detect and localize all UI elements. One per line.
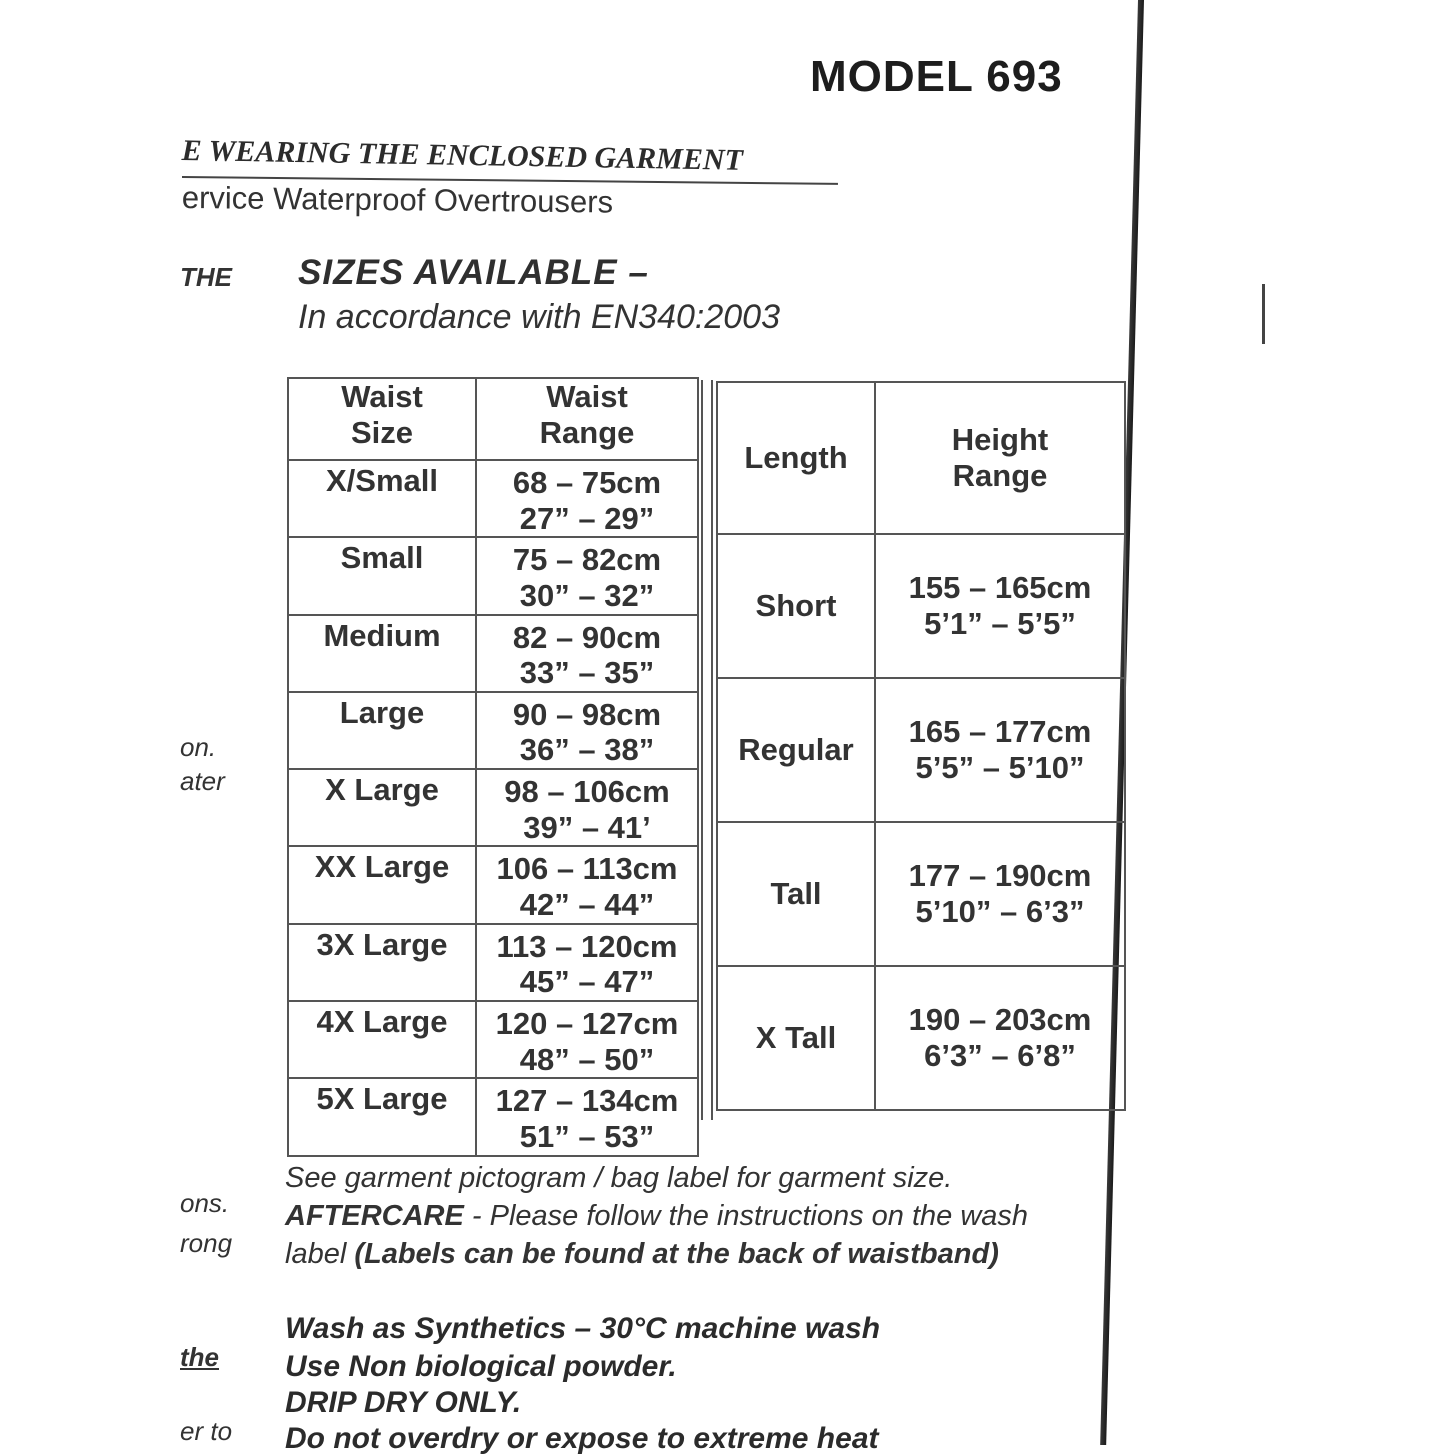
range-in: 51” – 53”: [519, 1118, 655, 1154]
range-cm: 106 – 113cm: [496, 851, 678, 887]
table-row: [288, 615, 698, 692]
waist-size-cell: 3X Large: [288, 924, 476, 1001]
waist-range-header: [476, 378, 698, 460]
waist-table-header: [288, 378, 698, 460]
waist-range-cell: [476, 1078, 698, 1155]
table-row: [288, 692, 698, 769]
range-cm: 155 – 165cm: [908, 570, 1092, 606]
length-cell: Tall: [717, 822, 875, 966]
range-in: 45” – 47”: [519, 964, 655, 1000]
waist-size-cell: Large: [288, 692, 476, 769]
table-row: [717, 966, 1125, 1110]
range-in: 30” – 32”: [519, 577, 655, 613]
waist-size-table: [287, 377, 699, 1157]
header-text: Waist: [341, 379, 423, 414]
range-cm: 75 – 82cm: [512, 542, 662, 578]
waist-size-header: [288, 378, 476, 460]
side-fragment-the-lower: the: [180, 1342, 219, 1372]
waist-range-cell: [476, 615, 698, 692]
range-ft: 5’10” – 6’3”: [915, 894, 1085, 929]
length-table: [716, 381, 1126, 1111]
header-text: Waist: [546, 379, 628, 414]
page-heading: E WEARING THE ENCLOSED GARMENT: [181, 134, 744, 177]
table-row: [288, 460, 698, 537]
range-in: 33” – 35”: [519, 655, 655, 691]
label-word: label: [285, 1238, 355, 1270]
range-cm: 190 – 203cm: [908, 1002, 1092, 1038]
waist-range-cell: [476, 1001, 698, 1078]
range-cm: 82 – 90cm: [512, 619, 662, 655]
waist-size-cell: Medium: [288, 615, 476, 692]
paper-edge-mark: [1262, 284, 1265, 344]
range-cm: 68 – 75cm: [512, 465, 662, 500]
side-fragment-ater: ater: [180, 766, 225, 796]
waist-range-cell: [476, 692, 698, 769]
table-row: [288, 537, 698, 614]
range-in: 42” – 44”: [519, 887, 655, 923]
product-subheading: ervice Waterproof Overtrousers: [181, 180, 614, 220]
care-overdry: Do not overdry or expose to extreme heat: [285, 1422, 879, 1455]
label-note: [285, 1238, 999, 1271]
range-cm: 165 – 177cm: [908, 714, 1092, 750]
height-range-cell: [875, 678, 1125, 822]
height-range-cell: [875, 534, 1125, 678]
header-text: Range: [952, 458, 1048, 493]
aftercare-note: [285, 1200, 1028, 1233]
sizes-standard: In accordance with EN340:2003: [298, 298, 780, 336]
table-row: [288, 924, 698, 1001]
length-cell: X Tall: [717, 966, 875, 1110]
table-row: [288, 846, 698, 923]
length-cell: Regular: [717, 678, 875, 822]
aftercare-text: - Please follow the instructions on the wash: [463, 1200, 1029, 1232]
waist-size-cell: 4X Large: [288, 1001, 476, 1078]
model-number: MODEL 693: [810, 52, 1063, 101]
length-header: Length: [717, 382, 875, 534]
range-cm: 120 – 127cm: [495, 1005, 679, 1041]
header-text: Range: [539, 414, 635, 450]
sizes-title: SIZES AVAILABLE –: [298, 253, 649, 292]
waist-range-cell: [476, 924, 698, 1001]
table-divider: [701, 380, 713, 1120]
care-wash: Wash as Synthetics – 30°C machine wash: [285, 1312, 881, 1345]
waist-size-cell: XX Large: [288, 846, 476, 923]
range-cm: 90 – 98cm: [512, 696, 662, 732]
range-cm: 127 – 134cm: [495, 1083, 679, 1119]
waist-size-cell: X Large: [288, 769, 476, 846]
range-in: 36” – 38”: [519, 732, 655, 768]
waist-range-cell: [476, 846, 698, 923]
header-text: Size: [350, 414, 414, 450]
range-in: 48” – 50”: [519, 1041, 655, 1077]
side-fragment-the: THE: [180, 262, 232, 292]
range-in: 39” – 41’: [523, 809, 651, 845]
range-ft: 5’5” – 5’10”: [915, 750, 1085, 785]
range-cm: 177 – 190cm: [908, 858, 1092, 894]
waist-range-cell: [476, 460, 698, 537]
range-in: 27” – 29”: [519, 500, 655, 536]
waist-size-cell: 5X Large: [288, 1078, 476, 1155]
range-ft: 5’1” – 5’5”: [924, 606, 1076, 641]
range-cm: 113 – 120cm: [496, 928, 678, 964]
height-range-cell: [875, 966, 1125, 1110]
length-cell: Short: [717, 534, 875, 678]
header-text: Height: [951, 422, 1049, 458]
care-drip: DRIP DRY ONLY.: [285, 1386, 522, 1419]
table-row: [288, 769, 698, 846]
label-location: (Labels can be found at the back of waistband): [354, 1238, 999, 1270]
pictogram-note: See garment pictogram / bag label for garment size.: [285, 1162, 953, 1194]
waist-range-cell: [476, 769, 698, 846]
care-powder: Use Non biological powder.: [285, 1350, 677, 1383]
range-cm: 98 – 106cm: [504, 774, 670, 810]
height-range-cell: [875, 822, 1125, 966]
table-row: [717, 678, 1125, 822]
length-table-header: [717, 382, 1125, 534]
waist-range-cell: [476, 537, 698, 614]
table-row: [717, 534, 1125, 678]
waist-size-cell: X/Small: [288, 460, 476, 537]
table-row: [717, 822, 1125, 966]
table-row: [288, 1001, 698, 1078]
table-row: [288, 1078, 698, 1155]
side-fragment-ons: ons.: [180, 1188, 230, 1218]
side-fragment-er-to: er to: [180, 1416, 233, 1446]
height-range-header: [875, 382, 1125, 534]
waist-size-cell: Small: [288, 537, 476, 614]
aftercare-label: AFTERCARE: [285, 1200, 464, 1232]
range-ft: 6’3” – 6’8”: [924, 1038, 1076, 1073]
side-fragment-rong: rong: [180, 1228, 233, 1258]
side-fragment-on: on.: [180, 732, 217, 762]
